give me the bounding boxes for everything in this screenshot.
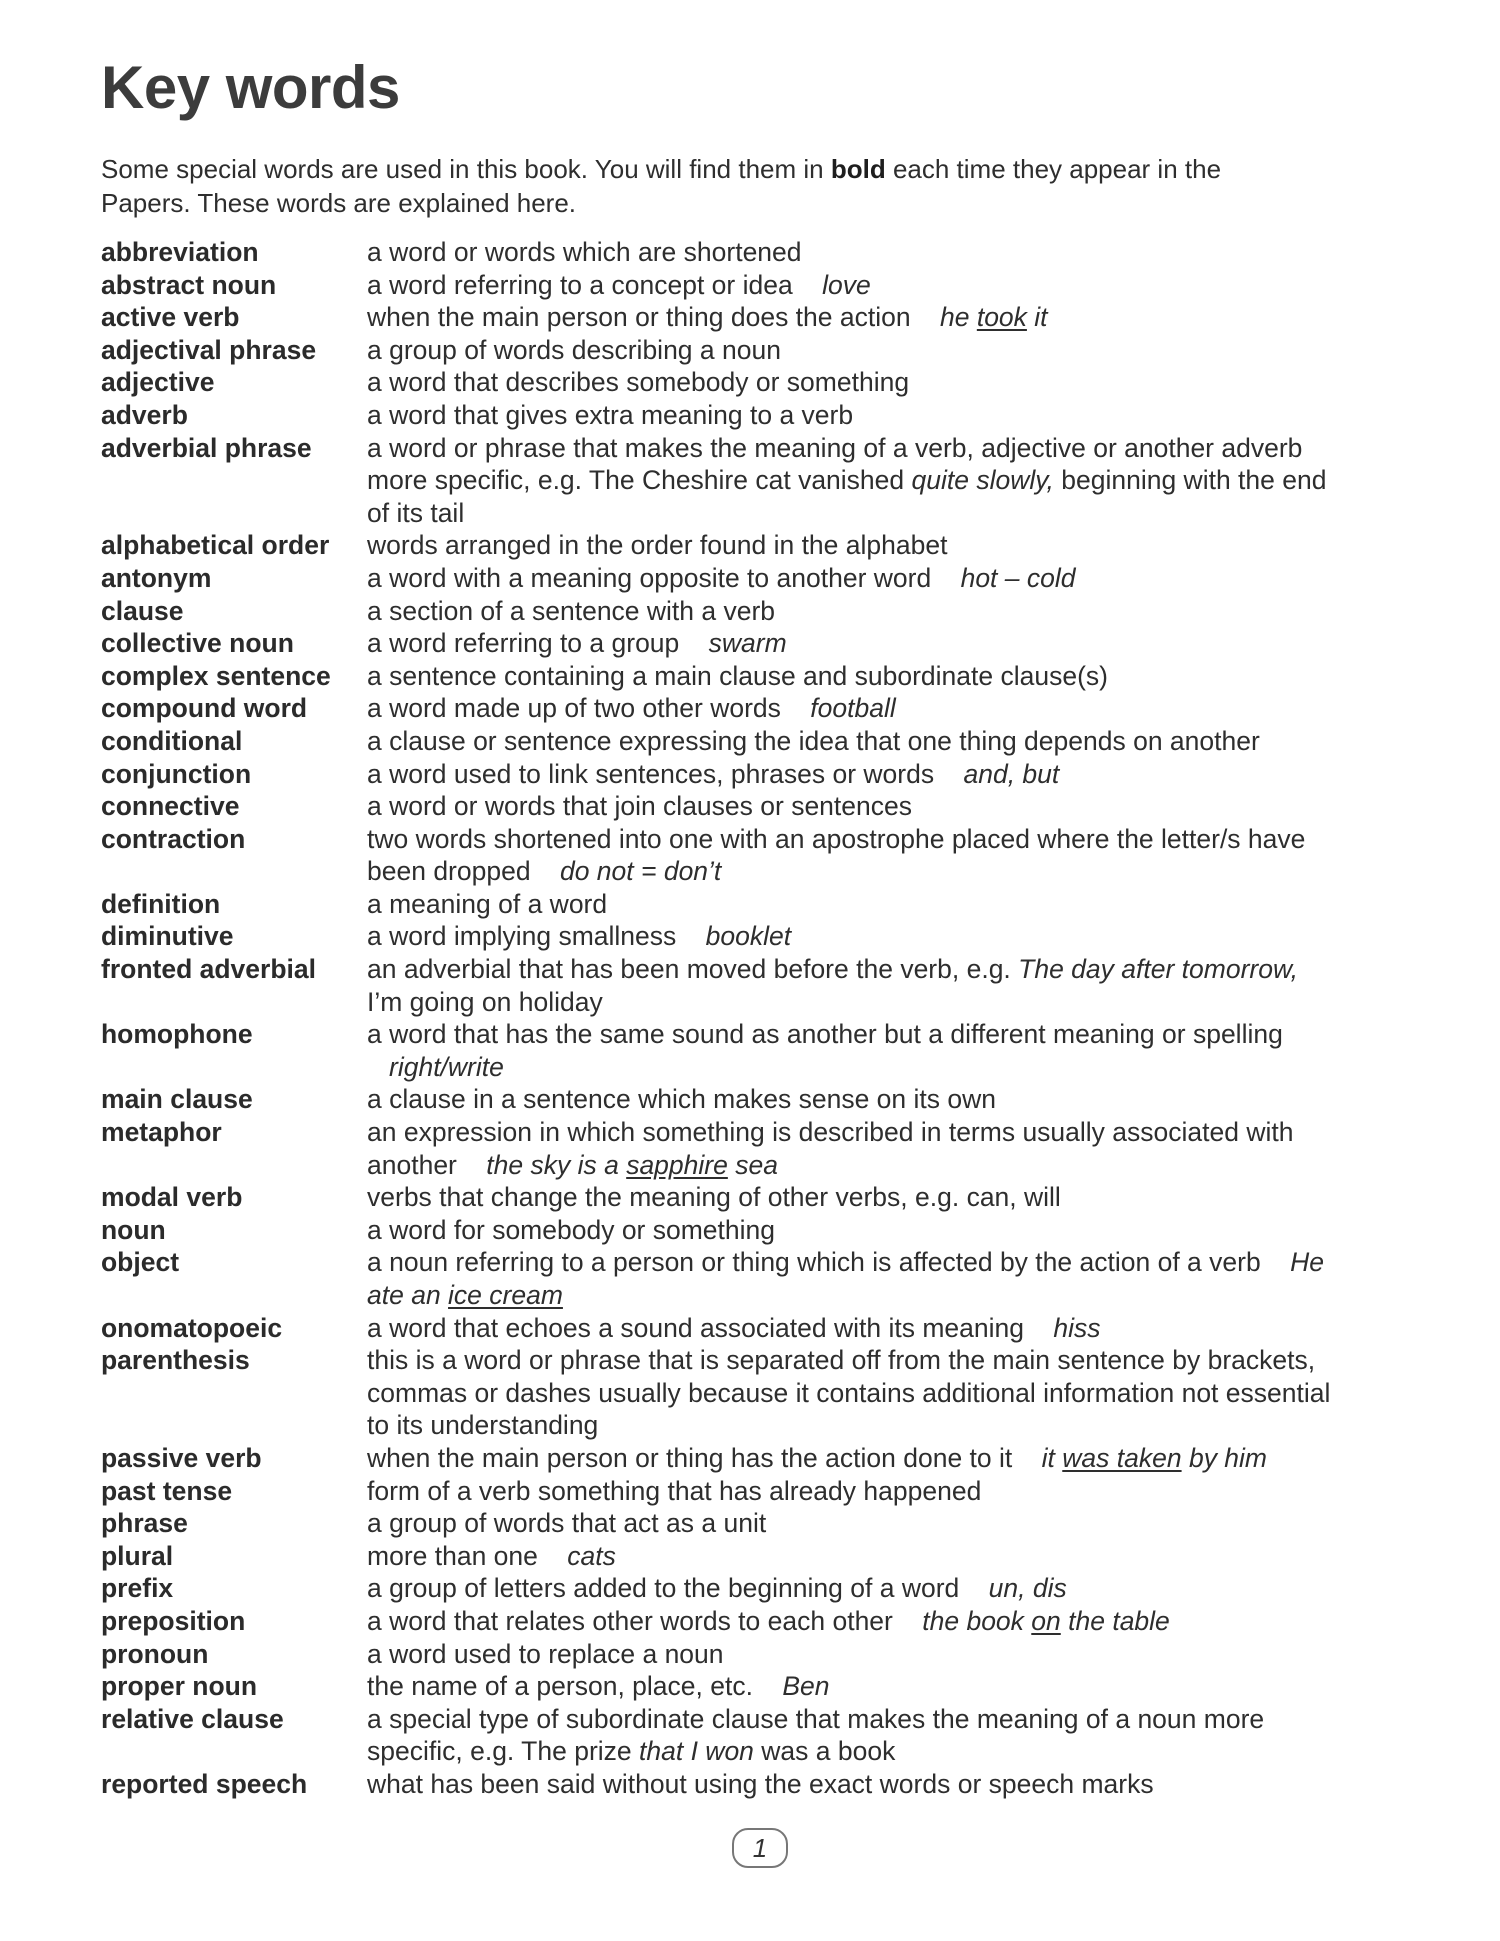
- example-text: the sky is a: [486, 1149, 627, 1180]
- glossary-definition: [367, 1181, 1331, 1214]
- example-text: He ate an: [367, 1247, 1324, 1310]
- definition-text: the name of a person, place, etc.: [367, 1671, 753, 1702]
- definition-text: a word for somebody or something: [367, 1214, 776, 1245]
- glossary-entry: [101, 790, 1331, 823]
- definition-example: right/write: [389, 1051, 504, 1082]
- definition-text: this is a word or phrase that is separated off from the main sentence by brackets, commas or dashes usually because it contains additional information not essential to its understanding: [367, 1345, 1331, 1441]
- glossary-definition: [367, 562, 1331, 595]
- glossary-term: adverbial phrase: [101, 432, 312, 463]
- glossary-definition: [367, 432, 1331, 530]
- glossary-definition: [367, 366, 1331, 399]
- glossary-term: diminutive: [101, 921, 234, 952]
- definition-example: cats: [567, 1540, 616, 1571]
- definition-example-inline: quite slowly,: [911, 465, 1054, 496]
- example-underlined-word: took: [976, 302, 1027, 333]
- definition-text: a word or words which are shortened: [367, 237, 802, 267]
- glossary-definition: [367, 953, 1331, 1018]
- glossary-entry: [101, 1312, 1331, 1345]
- definition-text-continued: was a book: [753, 1736, 896, 1767]
- glossary-term: definition: [101, 888, 221, 919]
- definition-text: what has been said without using the exact words or speech marks: [367, 1768, 1154, 1799]
- glossary-definition: [367, 1344, 1331, 1442]
- glossary-definition: [367, 1768, 1331, 1801]
- glossary-list: [101, 236, 1331, 1801]
- definition-text: a word made up of two other words: [367, 693, 781, 724]
- example-text: it: [1041, 1442, 1063, 1473]
- definition-text: a clause or sentence expressing the idea that one thing depends on another: [367, 725, 1260, 756]
- glossary-definition: [367, 1116, 1331, 1181]
- glossary-term: contraction: [101, 823, 246, 854]
- glossary-term: adverb: [101, 399, 188, 430]
- glossary-entry: [101, 920, 1331, 953]
- definition-text: a word used to replace a noun: [367, 1638, 724, 1669]
- definition-text: a word referring to a group: [367, 628, 680, 659]
- glossary-term: fronted adverbial: [101, 954, 316, 985]
- glossary-term: plural: [101, 1540, 174, 1571]
- glossary-definition: [367, 920, 1331, 953]
- example-text: the book: [922, 1605, 1032, 1636]
- example-underlined-word: sapphire: [626, 1149, 728, 1180]
- glossary-entry: [101, 1214, 1331, 1247]
- glossary-definition: [367, 1246, 1331, 1311]
- glossary-definition: [367, 1638, 1331, 1671]
- example-text: he: [939, 302, 977, 333]
- glossary-entry: [101, 660, 1331, 693]
- glossary-entry: [101, 399, 1331, 432]
- glossary-entry: [101, 1703, 1331, 1768]
- glossary-term: connective: [101, 791, 240, 822]
- definition-text: a clause in a sentence which makes sense on its own: [367, 1084, 996, 1115]
- glossary-term: homophone: [101, 1019, 253, 1050]
- glossary-entry: [101, 1507, 1331, 1540]
- glossary-definition: [367, 301, 1331, 334]
- definition-text: a word that has the same sound as another but a different meaning or spelling: [367, 1019, 1283, 1050]
- example-text-end: sea: [727, 1149, 778, 1180]
- example-text-end: the table: [1060, 1605, 1170, 1636]
- glossary-term: active verb: [101, 302, 240, 333]
- definition-text: a word or phrase that makes the meaning of a verb, adjective or another adverb more specific, e.g. The Cheshire cat vanished: [367, 432, 1303, 496]
- definition-text: two words shortened into one with an apostrophe placed where the letter/s have been dropped: [367, 823, 1306, 887]
- page-title: Key words: [101, 54, 400, 121]
- definition-text: when the main person or thing has the action done to it: [367, 1442, 1013, 1473]
- glossary-entry: [101, 301, 1331, 334]
- definition-example-inline: The day after tomorrow,: [1018, 954, 1298, 985]
- glossary-entry: [101, 529, 1331, 562]
- intro-text-start: Some special words are used in this book. You will find them in: [101, 154, 831, 184]
- glossary-definition: [367, 1312, 1331, 1345]
- definition-text: a noun referring to a person or thing which is affected by the action of a verb: [367, 1247, 1261, 1278]
- definition-example: hot – cold: [960, 562, 1076, 593]
- definition-example: swarm: [708, 628, 787, 659]
- definition-text: a word that relates other words to each other: [367, 1605, 893, 1636]
- glossary-entry: [101, 1572, 1331, 1605]
- definition-example: do not = don’t: [559, 856, 722, 887]
- glossary-definition: [367, 269, 1331, 302]
- glossary-entry: [101, 366, 1331, 399]
- glossary-entry: [101, 1768, 1331, 1801]
- glossary-term: relative clause: [101, 1703, 284, 1734]
- glossary-definition: [367, 1540, 1331, 1573]
- glossary-entry: [101, 823, 1331, 888]
- glossary-entry: [101, 1344, 1331, 1442]
- glossary-definition: [367, 823, 1331, 888]
- intro-paragraph: [101, 152, 1301, 220]
- definition-example: [918, 302, 1048, 332]
- glossary-entry: [101, 1083, 1331, 1116]
- glossary-entry: [101, 692, 1331, 725]
- glossary-entry: [101, 334, 1331, 367]
- page-number: 1: [732, 1828, 788, 1868]
- glossary-term: abstract noun: [101, 269, 277, 300]
- glossary-entry: [101, 1540, 1331, 1573]
- glossary-term: main clause: [101, 1084, 253, 1115]
- definition-text: form of a verb something that has already happened: [367, 1475, 982, 1506]
- glossary-term: abbreviation: [101, 237, 259, 267]
- glossary-term: compound word: [101, 693, 308, 724]
- glossary-term: alphabetical order: [101, 530, 330, 561]
- example-text-end: it: [1026, 302, 1048, 333]
- glossary-term: object: [101, 1247, 180, 1278]
- example-text-end: by him: [1181, 1442, 1268, 1473]
- glossary-definition: [367, 1442, 1331, 1475]
- intro-bold-word: bold: [830, 154, 886, 184]
- glossary-definition: [367, 660, 1331, 693]
- definition-text: a group of words that act as a unit: [367, 1508, 767, 1539]
- glossary-definition: [367, 529, 1331, 562]
- glossary-definition: [367, 1605, 1331, 1638]
- glossary-entry: [101, 758, 1331, 791]
- definition-text-continued: beginning with the end of its tail: [367, 465, 1327, 528]
- glossary-term: prefix: [101, 1573, 174, 1604]
- definition-example-inline: that I won: [639, 1736, 754, 1767]
- definition-text: a word or words that join clauses or sentences: [367, 791, 912, 822]
- glossary-entry: [101, 1181, 1331, 1214]
- glossary-definition: [367, 1572, 1331, 1605]
- definition-text: a word with a meaning opposite to another word: [367, 562, 932, 593]
- glossary-entry: [101, 725, 1331, 758]
- definition-text: more than one: [367, 1540, 538, 1571]
- definition-text: an adverbial that has been moved before the verb, e.g.: [367, 954, 1019, 985]
- glossary-entry: [101, 432, 1331, 530]
- example-underlined-word: ice cream: [448, 1280, 563, 1310]
- glossary-entry: [101, 236, 1331, 269]
- glossary-term: metaphor: [101, 1117, 222, 1148]
- glossary-entry: [101, 1246, 1331, 1311]
- definition-text: a word used to link sentences, phrases or words: [367, 758, 935, 789]
- definition-text: a section of a sentence with a verb: [367, 595, 776, 626]
- glossary-entry: [101, 888, 1331, 921]
- definition-example: [464, 1150, 778, 1180]
- glossary-term: antonym: [101, 562, 212, 593]
- glossary-entry: [101, 1116, 1331, 1181]
- glossary-definition: [367, 1475, 1331, 1508]
- glossary-entry: [101, 1018, 1331, 1083]
- glossary-definition: [367, 692, 1331, 725]
- intro-text-end: each time they appear in the Papers. These words are explained here.: [101, 154, 1222, 218]
- definition-example: booklet: [705, 921, 792, 952]
- example-underlined-word: on: [1031, 1605, 1061, 1636]
- glossary-entry: [101, 627, 1331, 660]
- glossary-definition: [367, 334, 1331, 367]
- definition-text: a meaning of a word: [367, 888, 608, 919]
- glossary-definition: [367, 1507, 1331, 1540]
- glossary-term: phrase: [101, 1508, 188, 1539]
- glossary-definition: [367, 1670, 1331, 1703]
- glossary-definition: [367, 888, 1331, 921]
- glossary-term: collective noun: [101, 628, 294, 659]
- glossary-term: onomatopoeic: [101, 1312, 283, 1343]
- glossary-definition: [367, 790, 1331, 823]
- glossary-entry: [101, 953, 1331, 1018]
- glossary-definition: [367, 758, 1331, 791]
- definition-text: a special type of subordinate clause that makes the meaning of a noun more specific, e.g. The prize: [367, 1703, 1265, 1767]
- glossary-definition: [367, 399, 1331, 432]
- glossary-entry: [101, 562, 1331, 595]
- definition-example: hiss: [1053, 1312, 1101, 1343]
- definition-text-continued: I’m going on holiday: [367, 986, 603, 1017]
- glossary-definition: [367, 1018, 1331, 1083]
- definition-text: a sentence containing a main clause and subordinate clause(s): [367, 660, 1108, 691]
- glossary-definition: [367, 1214, 1331, 1247]
- definition-example: un, dis: [988, 1573, 1067, 1604]
- glossary-entry: [101, 269, 1331, 302]
- definition-example: [1020, 1443, 1267, 1473]
- definition-example: and, but: [963, 758, 1060, 789]
- glossary-definition: [367, 725, 1331, 758]
- glossary-entry: [101, 1638, 1331, 1671]
- glossary-definition: [367, 595, 1331, 628]
- glossary-term: conditional: [101, 725, 243, 756]
- example-underlined-word: was taken: [1062, 1442, 1182, 1473]
- glossary-term: noun: [101, 1214, 166, 1245]
- definition-example: [900, 1606, 1170, 1636]
- definition-example: football: [810, 693, 896, 724]
- glossary-term: proper noun: [101, 1671, 258, 1702]
- definition-text: a group of words describing a noun: [367, 334, 781, 365]
- glossary-term: adjectival phrase: [101, 334, 317, 365]
- glossary-entry: [101, 1670, 1331, 1703]
- definition-text: a word that echoes a sound associated with its meaning: [367, 1312, 1025, 1343]
- definition-text: a word that gives extra meaning to a verb: [367, 399, 854, 430]
- definition-text: a word referring to a concept or idea: [367, 269, 793, 300]
- definition-text: verbs that change the meaning of other verbs, e.g. can, will: [367, 1182, 1061, 1213]
- definition-text: words arranged in the order found in the alphabet: [367, 530, 948, 561]
- glossary-term: complex sentence: [101, 660, 331, 691]
- glossary-entry: [101, 1605, 1331, 1638]
- definition-text: a word implying smallness: [367, 921, 677, 952]
- glossary-definition: [367, 1703, 1331, 1768]
- glossary-term: adjective: [101, 367, 215, 398]
- definition-text: a group of letters added to the beginning of a word: [367, 1573, 960, 1604]
- glossary-definition: [367, 236, 1331, 269]
- glossary-entry: [101, 1475, 1331, 1508]
- definition-text: a word that describes somebody or something: [367, 367, 910, 398]
- glossary-definition: [367, 1083, 1331, 1116]
- glossary-term: parenthesis: [101, 1345, 250, 1376]
- glossary-term: past tense: [101, 1475, 233, 1506]
- definition-example: love: [822, 269, 871, 300]
- definition-text: an expression in which something is described in terms usually associated with another: [367, 1117, 1294, 1180]
- glossary-definition: [367, 627, 1331, 660]
- glossary-term: modal verb: [101, 1182, 243, 1213]
- glossary-term: reported speech: [101, 1768, 308, 1799]
- glossary-term: preposition: [101, 1605, 246, 1636]
- glossary-term: passive verb: [101, 1442, 262, 1473]
- glossary-term: pronoun: [101, 1638, 209, 1669]
- glossary-term: clause: [101, 595, 184, 626]
- glossary-entry: [101, 595, 1331, 628]
- glossary-entry: [101, 1442, 1331, 1475]
- glossary-term: conjunction: [101, 758, 252, 789]
- definition-example: Ben: [782, 1671, 830, 1702]
- definition-text: when the main person or thing does the action: [367, 302, 911, 333]
